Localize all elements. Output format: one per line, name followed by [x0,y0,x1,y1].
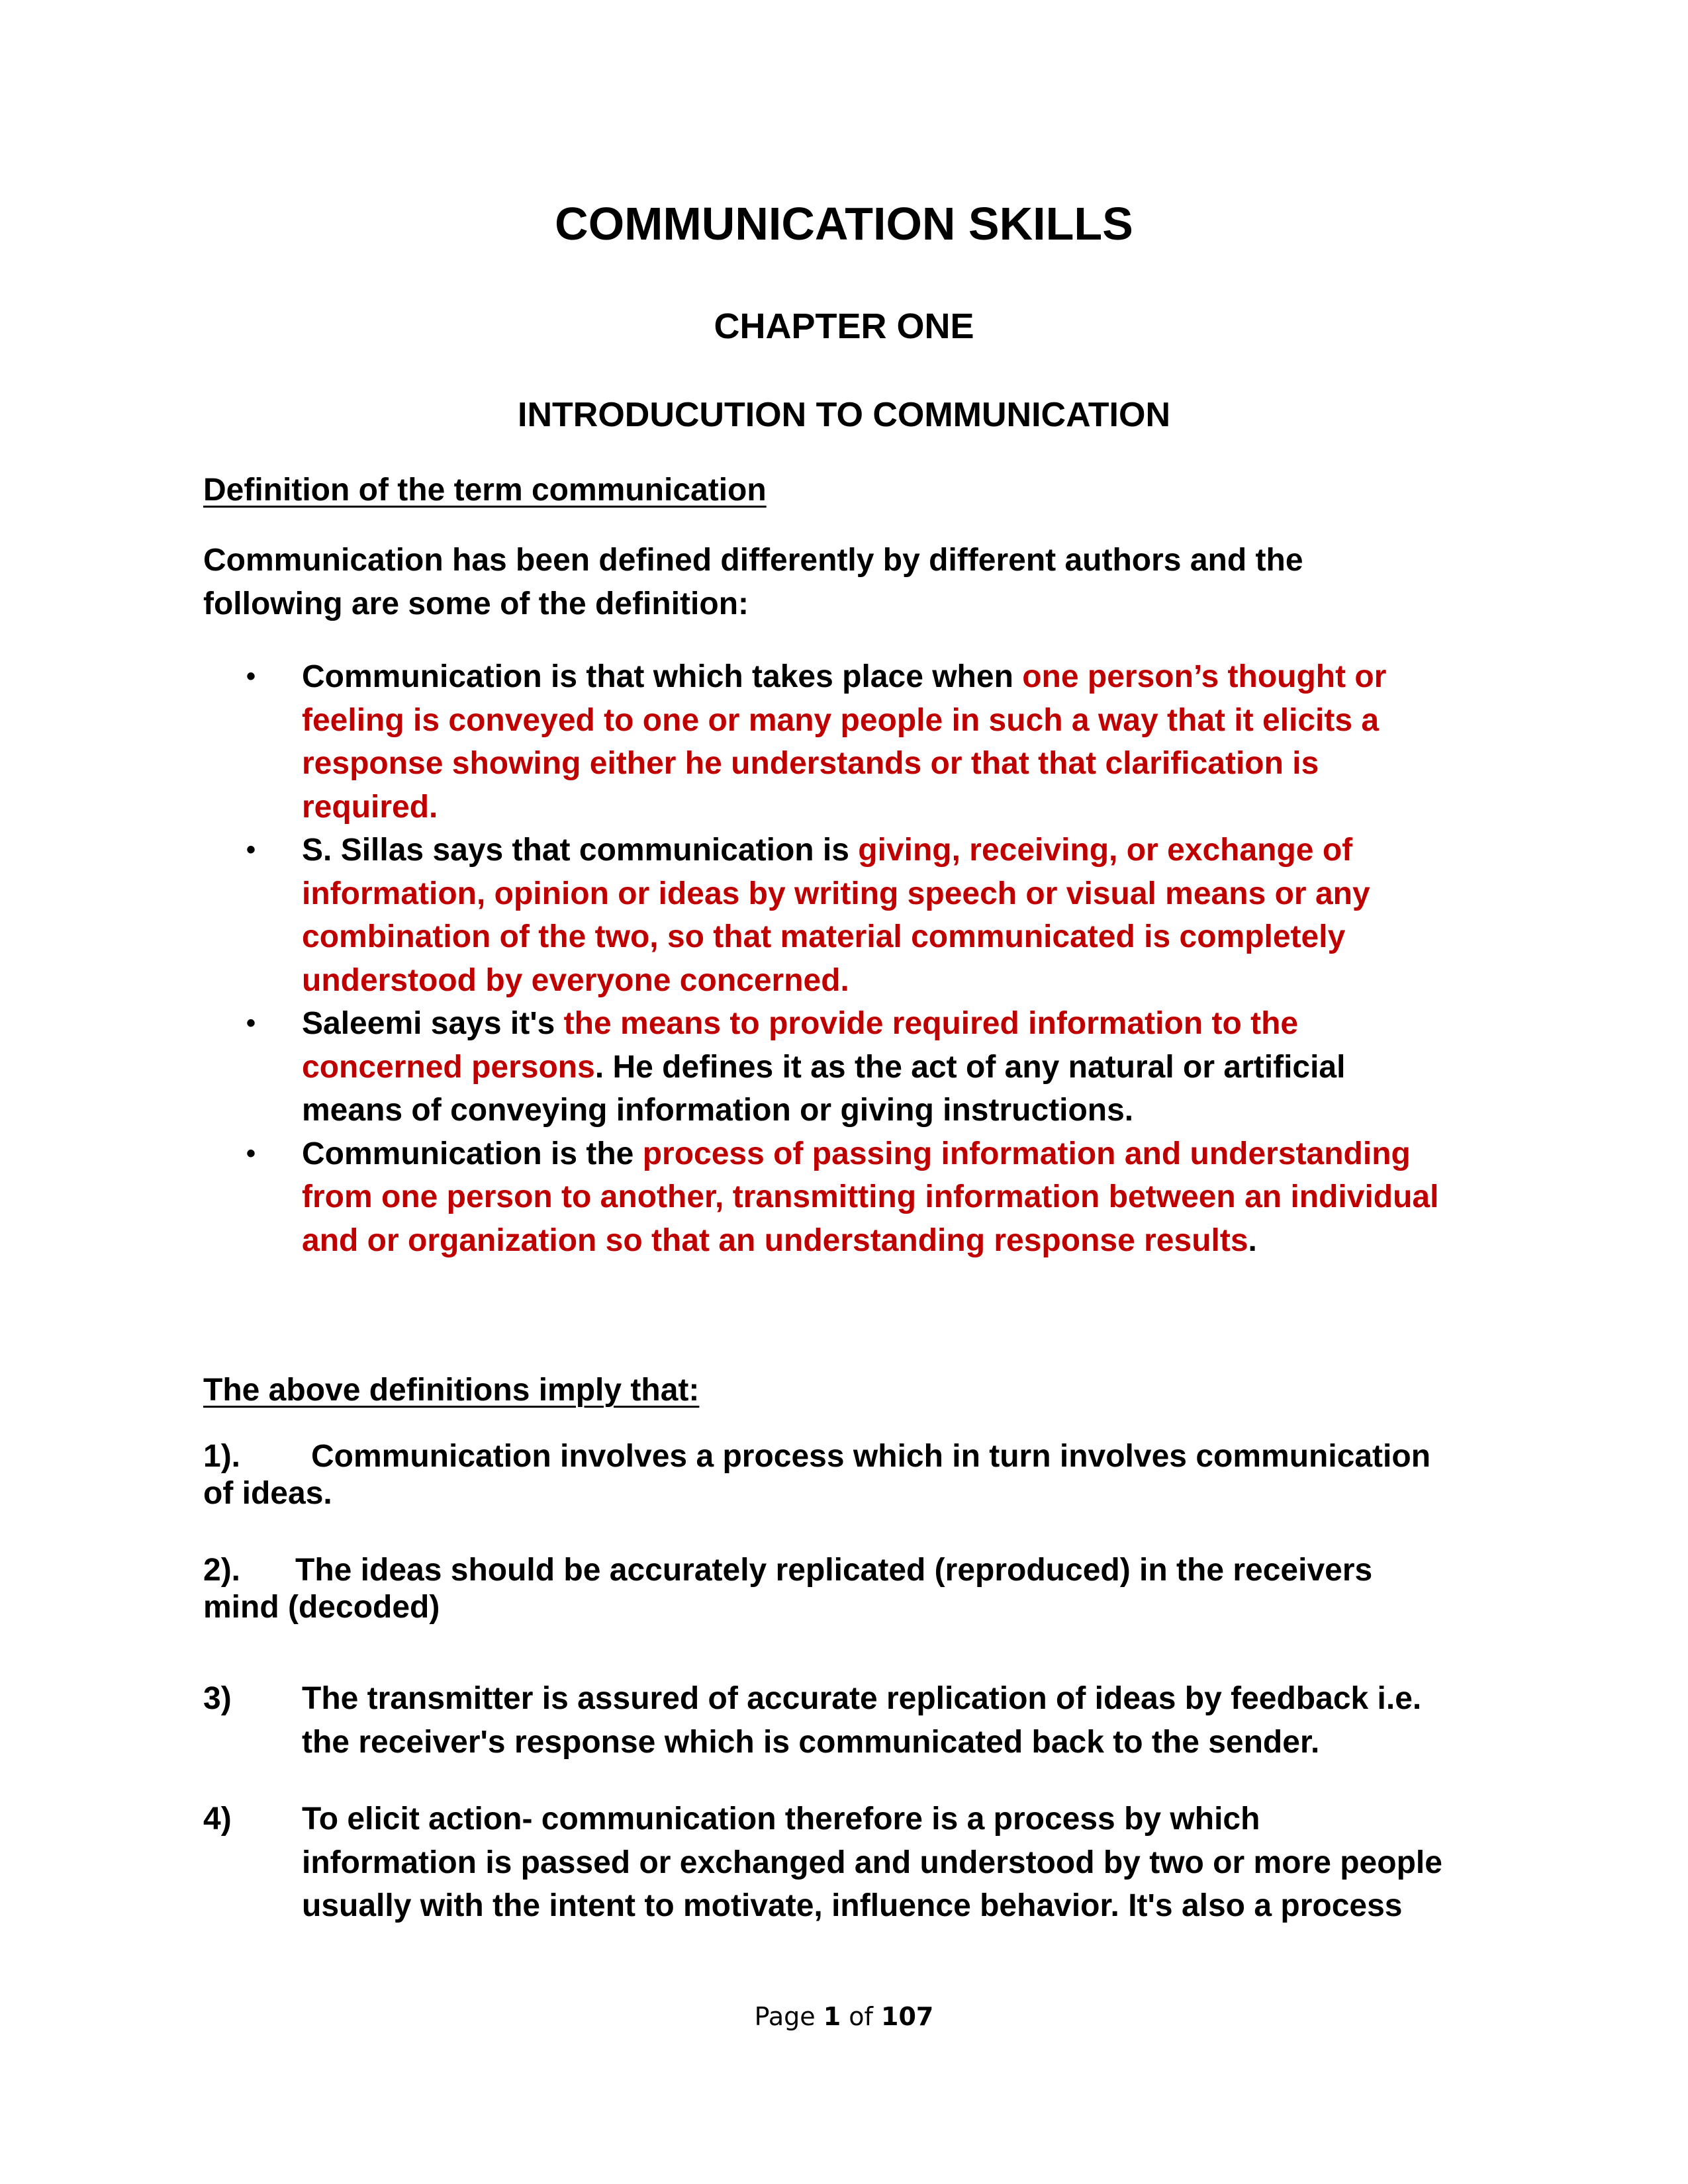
highlighted-text: feeling is conveyed to one or many people in such a way that it elicits a [302,702,1380,738]
highlighted-text: and or organization so that an understanding response results [302,1222,1248,1258]
point-text-continued: usually with the intent to motivate, influence behavior. It's also a process [302,1888,1403,1923]
point-number: 2). [203,1553,241,1588]
definition-line [302,872,1370,915]
body-text: . He defines it as the act of any natural or artificial [594,1049,1346,1085]
definition-line [302,829,1352,872]
point-text: Communication involves a process which in turn involves communication [311,1439,1431,1474]
point-text-continued: mind (decoded) [203,1590,440,1625]
definition-line [302,699,1379,742]
point-number: 4) [203,1801,232,1837]
highlighted-text: concerned persons [302,1049,595,1085]
document-title: COMMUNICATION SKILLS [555,198,1133,250]
body-text: Saleemi says it's [302,1006,564,1041]
definition-line [302,742,1319,785]
point-text-continued: the receiver's response which is communicated back to the sender. [302,1724,1320,1760]
page-footer [0,2001,1688,2032]
highlighted-text: required. [302,789,438,825]
definition-line [302,1132,1411,1175]
definition-line [302,786,438,829]
definition-line [302,1175,1438,1218]
body-text: means of conveying information or giving instructions. [302,1093,1134,1128]
point-text: The transmitter is assured of accurate replication of ideas by feedback i.e. [302,1681,1422,1716]
implications-heading: The above definitions imply that: [203,1373,700,1408]
highlighted-text: understood by everyone concerned. [302,962,849,998]
footer-current-page: 1 [823,2002,841,2031]
bullet-icon: • [246,1009,256,1038]
footer-total-pages: 107 [881,2002,934,2031]
footer-middle: of [841,2002,881,2031]
bullet-icon: • [246,662,256,691]
highlighted-text: from one person to another, transmitting information between an individual [302,1179,1439,1214]
highlighted-text: one person’s thought or [1022,659,1387,694]
highlighted-text: response showing either he understands or that that clarification is [302,746,1319,781]
point-number: 1). [203,1439,241,1474]
footer-prefix: Page [754,2002,823,2031]
point-number: 3) [203,1681,232,1716]
body-text: . [1248,1222,1257,1258]
definition-line [302,655,1386,698]
definition-line [302,1089,1133,1132]
point-text: To elicit action- communication therefore is a process by which [302,1801,1260,1837]
body-text: Communication is the [302,1136,643,1171]
bullet-icon: • [246,835,256,864]
highlighted-text: the means to provide required information to the [563,1006,1299,1041]
definition-heading: Definition of the term communication [203,473,767,508]
highlighted-text: giving, receiving, or exchange of [858,833,1353,868]
chapter-title: CHAPTER ONE [714,306,974,346]
section-title: INTRODUCUTION TO COMMUNICATION [518,396,1170,434]
definition-line [302,1002,1298,1045]
body-text: Communication is that which takes place when [302,659,1023,694]
definition-line [302,1219,1257,1262]
point-text: The ideas should be accurately replicated (reproduced) in the receivers [295,1553,1373,1588]
definition-line [302,915,1345,958]
intro-line-1: Communication has been defined differently by different authors and the [203,543,1303,578]
definition-line [302,1046,1345,1089]
point-text-continued: of ideas. [203,1476,332,1511]
bullet-icon: • [246,1138,256,1168]
definition-line [302,959,849,1002]
highlighted-text: information, opinion or ideas by writing speech or visual means or any [302,876,1370,911]
body-text: S. Sillas says that communication is [302,833,859,868]
highlighted-text: process of passing information and understanding [642,1136,1411,1171]
intro-line-2: following are some of the definition: [203,586,749,621]
point-text-continued: information is passed or exchanged and understood by two or more people [302,1844,1442,1880]
highlighted-text: combination of the two, so that material communicated is completely [302,919,1346,954]
